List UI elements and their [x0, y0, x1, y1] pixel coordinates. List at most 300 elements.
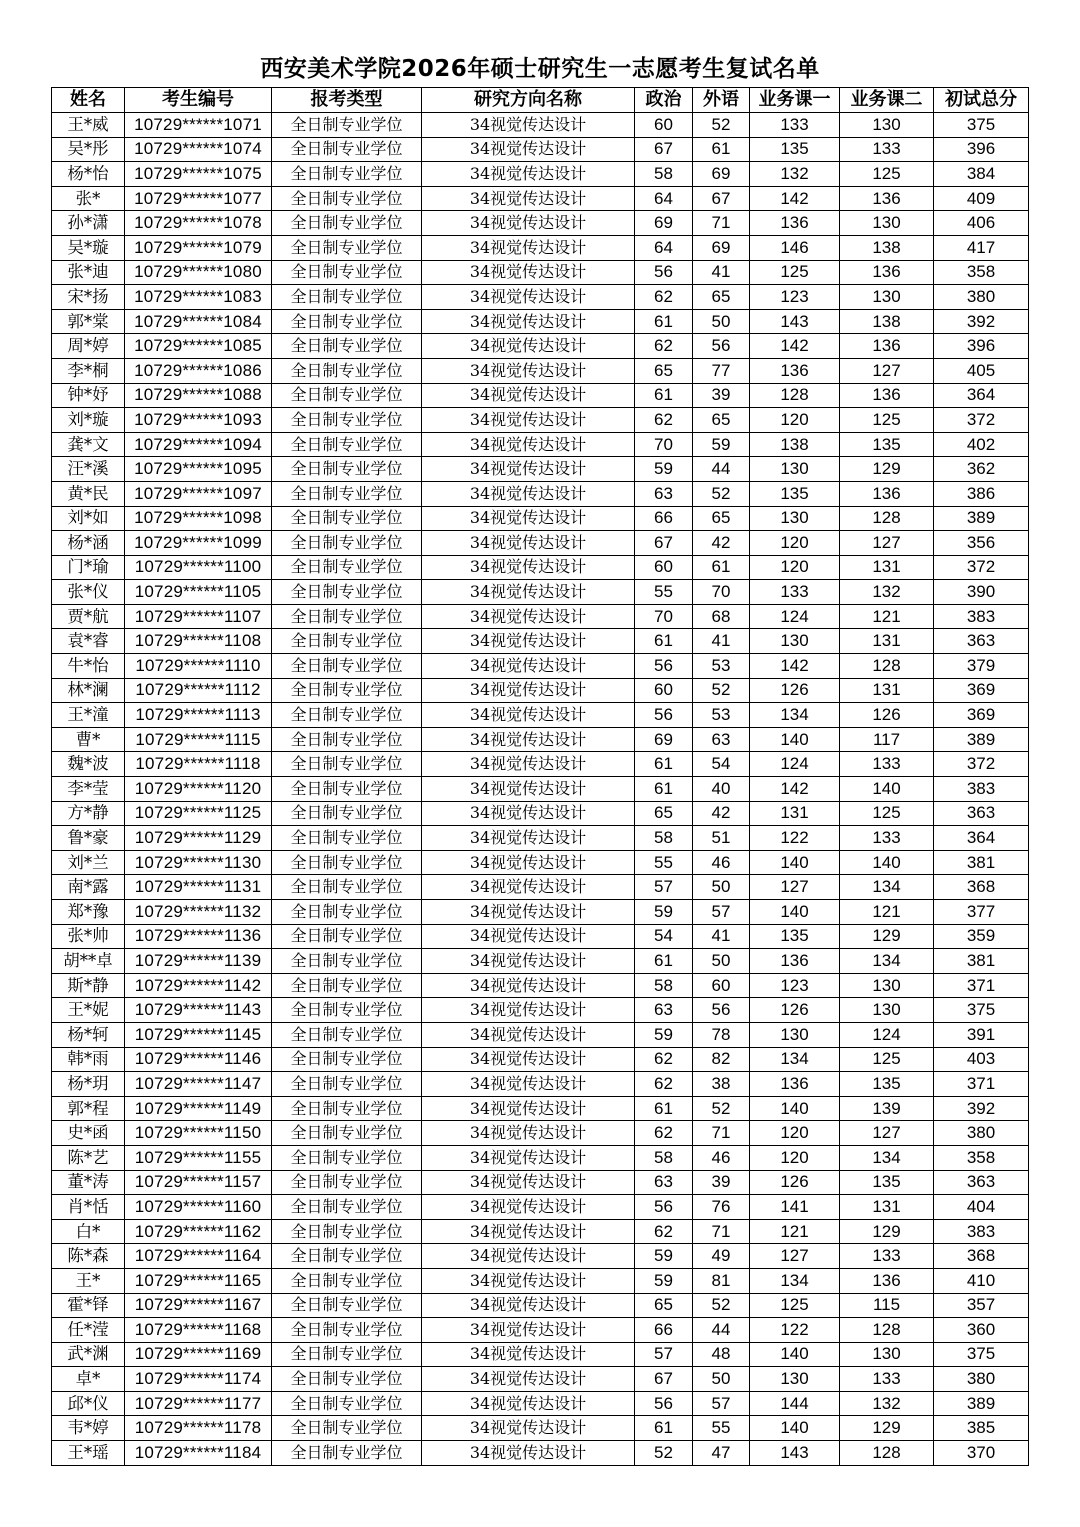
cell-candidate-id: 10729******1162 — [125, 1219, 272, 1244]
cell-name: 钟*妤 — [52, 383, 125, 408]
cell-professional-course-2: 130 — [840, 211, 934, 236]
cell-application-type: 全日制专业学位 — [272, 580, 422, 605]
cell-candidate-id: 10729******1139 — [125, 949, 272, 974]
table-row — [52, 408, 1029, 433]
cell-research-direction: 34视觉传达设计 — [422, 1318, 635, 1343]
cell-research-direction: 34视觉传达设计 — [422, 1195, 635, 1220]
cell-foreign-language: 38 — [693, 1072, 750, 1097]
cell-professional-course-1: 138 — [750, 432, 840, 457]
cell-total-score: 389 — [934, 1391, 1029, 1416]
cell-foreign-language: 52 — [693, 481, 750, 506]
cell-politics: 61 — [635, 309, 693, 334]
cell-professional-course-1: 126 — [750, 998, 840, 1023]
cell-application-type: 全日制专业学位 — [272, 1195, 422, 1220]
table-row — [52, 285, 1029, 310]
cell-foreign-language: 52 — [693, 1096, 750, 1121]
cell-foreign-language: 50 — [693, 875, 750, 900]
cell-professional-course-2: 136 — [840, 186, 934, 211]
cell-politics: 59 — [635, 1268, 693, 1293]
cell-foreign-language: 53 — [693, 703, 750, 728]
cell-name: 宋*扬 — [52, 285, 125, 310]
cell-professional-course-1: 136 — [750, 1072, 840, 1097]
cell-politics: 61 — [635, 629, 693, 654]
cell-candidate-id: 10729******1164 — [125, 1244, 272, 1269]
header-candidate-id: 考生编号 — [125, 88, 272, 113]
cell-politics: 70 — [635, 432, 693, 457]
cell-professional-course-2: 128 — [840, 654, 934, 679]
table-row — [52, 309, 1029, 334]
cell-application-type: 全日制专业学位 — [272, 1022, 422, 1047]
cell-professional-course-1: 134 — [750, 1268, 840, 1293]
cell-total-score: 389 — [934, 506, 1029, 531]
cell-professional-course-1: 142 — [750, 654, 840, 679]
cell-foreign-language: 46 — [693, 850, 750, 875]
cell-name: 杨*怡 — [52, 162, 125, 187]
cell-research-direction: 34视觉传达设计 — [422, 850, 635, 875]
cell-foreign-language: 59 — [693, 432, 750, 457]
cell-name: 韩*雨 — [52, 1047, 125, 1072]
cell-foreign-language: 44 — [693, 457, 750, 482]
cell-candidate-id: 10729******1136 — [125, 924, 272, 949]
cell-research-direction: 34视觉传达设计 — [422, 1047, 635, 1072]
table-row — [52, 1391, 1029, 1416]
table-row — [52, 875, 1029, 900]
cell-foreign-language: 67 — [693, 186, 750, 211]
table-row — [52, 555, 1029, 580]
cell-research-direction: 34视觉传达设计 — [422, 924, 635, 949]
table-row — [52, 580, 1029, 605]
cell-application-type: 全日制专业学位 — [272, 1318, 422, 1343]
cell-total-score: 380 — [934, 1121, 1029, 1146]
cell-politics: 62 — [635, 1219, 693, 1244]
cell-politics: 56 — [635, 1391, 693, 1416]
cell-name: 曹* — [52, 727, 125, 752]
cell-professional-course-2: 131 — [840, 1195, 934, 1220]
cell-professional-course-2: 133 — [840, 752, 934, 777]
cell-foreign-language: 61 — [693, 555, 750, 580]
cell-professional-course-2: 138 — [840, 309, 934, 334]
cell-name: 郭*程 — [52, 1096, 125, 1121]
cell-professional-course-1: 120 — [750, 1121, 840, 1146]
cell-application-type: 全日制专业学位 — [272, 334, 422, 359]
cell-candidate-id: 10729******1168 — [125, 1318, 272, 1343]
cell-total-score: 358 — [934, 1145, 1029, 1170]
cell-professional-course-2: 134 — [840, 1145, 934, 1170]
cell-total-score: 383 — [934, 1219, 1029, 1244]
cell-politics: 70 — [635, 604, 693, 629]
cell-politics: 56 — [635, 654, 693, 679]
cell-politics: 59 — [635, 457, 693, 482]
cell-research-direction: 34视觉传达设计 — [422, 1367, 635, 1392]
cell-professional-course-2: 126 — [840, 703, 934, 728]
cell-candidate-id: 10729******1093 — [125, 408, 272, 433]
cell-research-direction: 34视觉传达设计 — [422, 654, 635, 679]
cell-professional-course-1: 140 — [750, 1342, 840, 1367]
cell-professional-course-1: 124 — [750, 604, 840, 629]
cell-research-direction: 34视觉传达设计 — [422, 334, 635, 359]
cell-professional-course-2: 133 — [840, 826, 934, 851]
table-row — [52, 1047, 1029, 1072]
cell-name: 陈*森 — [52, 1244, 125, 1269]
cell-candidate-id: 10729******1147 — [125, 1072, 272, 1097]
cell-name: 斯*静 — [52, 973, 125, 998]
cell-professional-course-2: 115 — [840, 1293, 934, 1318]
cell-name: 孙*潇 — [52, 211, 125, 236]
cell-candidate-id: 10729******1142 — [125, 973, 272, 998]
cell-research-direction: 34视觉传达设计 — [422, 678, 635, 703]
cell-politics: 58 — [635, 162, 693, 187]
cell-name: 张*迪 — [52, 260, 125, 285]
cell-politics: 67 — [635, 137, 693, 162]
cell-name: 李*桐 — [52, 358, 125, 383]
cell-total-score: 396 — [934, 137, 1029, 162]
cell-application-type: 全日制专业学位 — [272, 924, 422, 949]
cell-politics: 63 — [635, 998, 693, 1023]
cell-politics: 67 — [635, 531, 693, 556]
table-row — [52, 1170, 1029, 1195]
table-row — [52, 457, 1029, 482]
cell-total-score: 410 — [934, 1268, 1029, 1293]
cell-candidate-id: 10729******1115 — [125, 727, 272, 752]
cell-professional-course-1: 125 — [750, 260, 840, 285]
cell-research-direction: 34视觉传达设计 — [422, 383, 635, 408]
cell-total-score: 372 — [934, 408, 1029, 433]
cell-total-score: 403 — [934, 1047, 1029, 1072]
cell-professional-course-2: 128 — [840, 1441, 934, 1466]
cell-name: 王*瑶 — [52, 1441, 125, 1466]
cell-application-type: 全日制专业学位 — [272, 1367, 422, 1392]
cell-politics: 55 — [635, 850, 693, 875]
header-total-score: 初试总分 — [934, 88, 1029, 113]
cell-total-score: 404 — [934, 1195, 1029, 1220]
cell-application-type: 全日制专业学位 — [272, 481, 422, 506]
cell-total-score: 380 — [934, 285, 1029, 310]
table-row — [52, 1096, 1029, 1121]
table-row — [52, 162, 1029, 187]
cell-research-direction: 34视觉传达设计 — [422, 1293, 635, 1318]
cell-total-score: 381 — [934, 949, 1029, 974]
table-row — [52, 604, 1029, 629]
cell-professional-course-2: 130 — [840, 285, 934, 310]
cell-name: 牛*怡 — [52, 654, 125, 679]
cell-politics: 63 — [635, 1170, 693, 1195]
cell-research-direction: 34视觉传达设计 — [422, 875, 635, 900]
cell-professional-course-1: 142 — [750, 777, 840, 802]
cell-politics: 61 — [635, 949, 693, 974]
cell-total-score: 375 — [934, 113, 1029, 138]
table-row — [52, 900, 1029, 925]
cell-name: 龚*文 — [52, 432, 125, 457]
cell-name: 吴*彤 — [52, 137, 125, 162]
cell-foreign-language: 54 — [693, 752, 750, 777]
cell-professional-course-1: 120 — [750, 555, 840, 580]
cell-professional-course-2: 131 — [840, 629, 934, 654]
cell-candidate-id: 10729******1088 — [125, 383, 272, 408]
cell-research-direction: 34视觉传达设计 — [422, 826, 635, 851]
table-row — [52, 1342, 1029, 1367]
cell-candidate-id: 10729******1108 — [125, 629, 272, 654]
cell-total-score: 386 — [934, 481, 1029, 506]
cell-professional-course-2: 130 — [840, 1342, 934, 1367]
cell-candidate-id: 10729******1178 — [125, 1416, 272, 1441]
cell-professional-course-1: 141 — [750, 1195, 840, 1220]
cell-application-type: 全日制专业学位 — [272, 1219, 422, 1244]
table-row — [52, 1268, 1029, 1293]
cell-candidate-id: 10729******1132 — [125, 900, 272, 925]
cell-candidate-id: 10729******1145 — [125, 1022, 272, 1047]
cell-foreign-language: 71 — [693, 211, 750, 236]
cell-application-type: 全日制专业学位 — [272, 777, 422, 802]
cell-name: 杨*涵 — [52, 531, 125, 556]
cell-professional-course-2: 131 — [840, 678, 934, 703]
cell-politics: 64 — [635, 235, 693, 260]
cell-foreign-language: 55 — [693, 1416, 750, 1441]
cell-candidate-id: 10729******1105 — [125, 580, 272, 605]
cell-foreign-language: 39 — [693, 1170, 750, 1195]
cell-politics: 62 — [635, 1121, 693, 1146]
table-row — [52, 1318, 1029, 1343]
cell-research-direction: 34视觉传达设计 — [422, 1244, 635, 1269]
cell-name: 张*仪 — [52, 580, 125, 605]
cell-foreign-language: 68 — [693, 604, 750, 629]
cell-research-direction: 34视觉传达设计 — [422, 973, 635, 998]
table-row — [52, 113, 1029, 138]
cell-professional-course-2: 130 — [840, 113, 934, 138]
cell-application-type: 全日制专业学位 — [272, 358, 422, 383]
cell-candidate-id: 10729******1146 — [125, 1047, 272, 1072]
cell-foreign-language: 60 — [693, 973, 750, 998]
cell-application-type: 全日制专业学位 — [272, 826, 422, 851]
cell-candidate-id: 10729******1084 — [125, 309, 272, 334]
cell-total-score: 372 — [934, 555, 1029, 580]
cell-candidate-id: 10729******1165 — [125, 1268, 272, 1293]
header-politics: 政治 — [635, 88, 693, 113]
cell-politics: 61 — [635, 752, 693, 777]
cell-total-score: 409 — [934, 186, 1029, 211]
cell-professional-course-1: 124 — [750, 752, 840, 777]
table-row — [52, 801, 1029, 826]
cell-foreign-language: 42 — [693, 801, 750, 826]
candidate-table — [51, 87, 1029, 1466]
cell-professional-course-1: 125 — [750, 1293, 840, 1318]
cell-name: 肖*恬 — [52, 1195, 125, 1220]
cell-name: 黄*民 — [52, 481, 125, 506]
cell-professional-course-2: 135 — [840, 1072, 934, 1097]
cell-professional-course-2: 138 — [840, 235, 934, 260]
cell-candidate-id: 10729******1074 — [125, 137, 272, 162]
cell-total-score: 363 — [934, 801, 1029, 826]
cell-application-type: 全日制专业学位 — [272, 801, 422, 826]
cell-candidate-id: 10729******1079 — [125, 235, 272, 260]
cell-total-score: 358 — [934, 260, 1029, 285]
table-row — [52, 1219, 1029, 1244]
table-row — [52, 1145, 1029, 1170]
cell-research-direction: 34视觉传达设计 — [422, 1416, 635, 1441]
cell-candidate-id: 10729******1155 — [125, 1145, 272, 1170]
cell-total-score: 363 — [934, 629, 1029, 654]
cell-total-score: 368 — [934, 875, 1029, 900]
cell-research-direction: 34视觉传达设计 — [422, 801, 635, 826]
cell-research-direction: 34视觉传达设计 — [422, 900, 635, 925]
cell-candidate-id: 10729******1174 — [125, 1367, 272, 1392]
cell-professional-course-2: 135 — [840, 432, 934, 457]
cell-name: 韦*婷 — [52, 1416, 125, 1441]
cell-foreign-language: 57 — [693, 900, 750, 925]
cell-application-type: 全日制专业学位 — [272, 604, 422, 629]
cell-politics: 60 — [635, 678, 693, 703]
cell-total-score: 390 — [934, 580, 1029, 605]
cell-politics: 62 — [635, 334, 693, 359]
cell-professional-course-2: 130 — [840, 973, 934, 998]
cell-application-type: 全日制专业学位 — [272, 973, 422, 998]
cell-application-type: 全日制专业学位 — [272, 850, 422, 875]
cell-total-score: 375 — [934, 1342, 1029, 1367]
cell-total-score: 356 — [934, 531, 1029, 556]
cell-politics: 66 — [635, 1318, 693, 1343]
cell-application-type: 全日制专业学位 — [272, 285, 422, 310]
cell-foreign-language: 50 — [693, 309, 750, 334]
cell-professional-course-2: 135 — [840, 1170, 934, 1195]
cell-professional-course-2: 130 — [840, 998, 934, 1023]
cell-politics: 61 — [635, 1416, 693, 1441]
cell-application-type: 全日制专业学位 — [272, 162, 422, 187]
cell-foreign-language: 56 — [693, 998, 750, 1023]
cell-professional-course-2: 136 — [840, 1268, 934, 1293]
cell-research-direction: 34视觉传达设计 — [422, 777, 635, 802]
cell-total-score: 377 — [934, 900, 1029, 925]
table-row — [52, 973, 1029, 998]
cell-name: 郑*豫 — [52, 900, 125, 925]
cell-professional-course-2: 133 — [840, 1367, 934, 1392]
cell-research-direction: 34视觉传达设计 — [422, 1022, 635, 1047]
table-row — [52, 1293, 1029, 1318]
cell-application-type: 全日制专业学位 — [272, 260, 422, 285]
table-row — [52, 678, 1029, 703]
cell-name: 陈*艺 — [52, 1145, 125, 1170]
cell-research-direction: 34视觉传达设计 — [422, 432, 635, 457]
cell-application-type: 全日制专业学位 — [272, 875, 422, 900]
cell-professional-course-1: 134 — [750, 1047, 840, 1072]
cell-professional-course-1: 127 — [750, 875, 840, 900]
cell-foreign-language: 61 — [693, 137, 750, 162]
cell-research-direction: 34视觉传达设计 — [422, 1170, 635, 1195]
cell-professional-course-1: 121 — [750, 1219, 840, 1244]
cell-professional-course-2: 136 — [840, 383, 934, 408]
cell-professional-course-2: 125 — [840, 162, 934, 187]
cell-professional-course-2: 117 — [840, 727, 934, 752]
cell-application-type: 全日制专业学位 — [272, 1342, 422, 1367]
cell-professional-course-2: 131 — [840, 555, 934, 580]
cell-professional-course-1: 140 — [750, 1096, 840, 1121]
cell-name: 汪*溪 — [52, 457, 125, 482]
table-row — [52, 850, 1029, 875]
cell-research-direction: 34视觉传达设计 — [422, 727, 635, 752]
cell-name: 刘*璇 — [52, 408, 125, 433]
cell-name: 王* — [52, 1268, 125, 1293]
header-professional-course-2: 业务课二 — [840, 88, 934, 113]
cell-candidate-id: 10729******1160 — [125, 1195, 272, 1220]
cell-candidate-id: 10729******1075 — [125, 162, 272, 187]
cell-professional-course-2: 140 — [840, 850, 934, 875]
cell-professional-course-2: 139 — [840, 1096, 934, 1121]
cell-foreign-language: 49 — [693, 1244, 750, 1269]
cell-foreign-language: 57 — [693, 1391, 750, 1416]
cell-name: 卓* — [52, 1367, 125, 1392]
cell-name: 郭*棠 — [52, 309, 125, 334]
cell-candidate-id: 10729******1120 — [125, 777, 272, 802]
cell-professional-course-2: 136 — [840, 260, 934, 285]
cell-professional-course-2: 129 — [840, 457, 934, 482]
cell-foreign-language: 77 — [693, 358, 750, 383]
cell-candidate-id: 10729******1097 — [125, 481, 272, 506]
cell-candidate-id: 10729******1184 — [125, 1441, 272, 1466]
cell-name: 武*渊 — [52, 1342, 125, 1367]
cell-politics: 62 — [635, 1072, 693, 1097]
cell-application-type: 全日制专业学位 — [272, 137, 422, 162]
cell-foreign-language: 56 — [693, 334, 750, 359]
table-row — [52, 432, 1029, 457]
cell-application-type: 全日制专业学位 — [272, 703, 422, 728]
cell-application-type: 全日制专业学位 — [272, 1441, 422, 1466]
cell-application-type: 全日制专业学位 — [272, 1416, 422, 1441]
cell-total-score: 383 — [934, 604, 1029, 629]
cell-research-direction: 34视觉传达设计 — [422, 1268, 635, 1293]
cell-foreign-language: 78 — [693, 1022, 750, 1047]
cell-application-type: 全日制专业学位 — [272, 1293, 422, 1318]
cell-total-score: 392 — [934, 309, 1029, 334]
header-professional-course-1: 业务课一 — [750, 88, 840, 113]
cell-name: 董*涛 — [52, 1170, 125, 1195]
cell-candidate-id: 10729******1129 — [125, 826, 272, 851]
cell-research-direction: 34视觉传达设计 — [422, 531, 635, 556]
cell-name: 吴*璇 — [52, 235, 125, 260]
cell-total-score: 389 — [934, 727, 1029, 752]
table-row — [52, 531, 1029, 556]
cell-total-score: 369 — [934, 678, 1029, 703]
cell-application-type: 全日制专业学位 — [272, 998, 422, 1023]
cell-professional-course-1: 140 — [750, 1416, 840, 1441]
cell-research-direction: 34视觉传达设计 — [422, 260, 635, 285]
cell-professional-course-2: 127 — [840, 531, 934, 556]
cell-research-direction: 34视觉传达设计 — [422, 998, 635, 1023]
table-row — [52, 703, 1029, 728]
cell-research-direction: 34视觉传达设计 — [422, 1121, 635, 1146]
cell-application-type: 全日制专业学位 — [272, 555, 422, 580]
cell-application-type: 全日制专业学位 — [272, 186, 422, 211]
header-application-type: 报考类型 — [272, 88, 422, 113]
cell-professional-course-1: 130 — [750, 506, 840, 531]
cell-professional-course-1: 135 — [750, 137, 840, 162]
cell-total-score: 405 — [934, 358, 1029, 383]
cell-application-type: 全日制专业学位 — [272, 1121, 422, 1146]
cell-politics: 57 — [635, 1342, 693, 1367]
table-row — [52, 752, 1029, 777]
table-row — [52, 998, 1029, 1023]
cell-professional-course-2: 121 — [840, 604, 934, 629]
cell-foreign-language: 39 — [693, 383, 750, 408]
cell-application-type: 全日制专业学位 — [272, 1170, 422, 1195]
cell-foreign-language: 71 — [693, 1219, 750, 1244]
cell-research-direction: 34视觉传达设计 — [422, 703, 635, 728]
table-row — [52, 1244, 1029, 1269]
cell-politics: 63 — [635, 481, 693, 506]
cell-research-direction: 34视觉传达设计 — [422, 309, 635, 334]
cell-total-score: 392 — [934, 1096, 1029, 1121]
cell-candidate-id: 10729******1130 — [125, 850, 272, 875]
cell-total-score: 364 — [934, 826, 1029, 851]
cell-candidate-id: 10729******1150 — [125, 1121, 272, 1146]
table-row — [52, 186, 1029, 211]
